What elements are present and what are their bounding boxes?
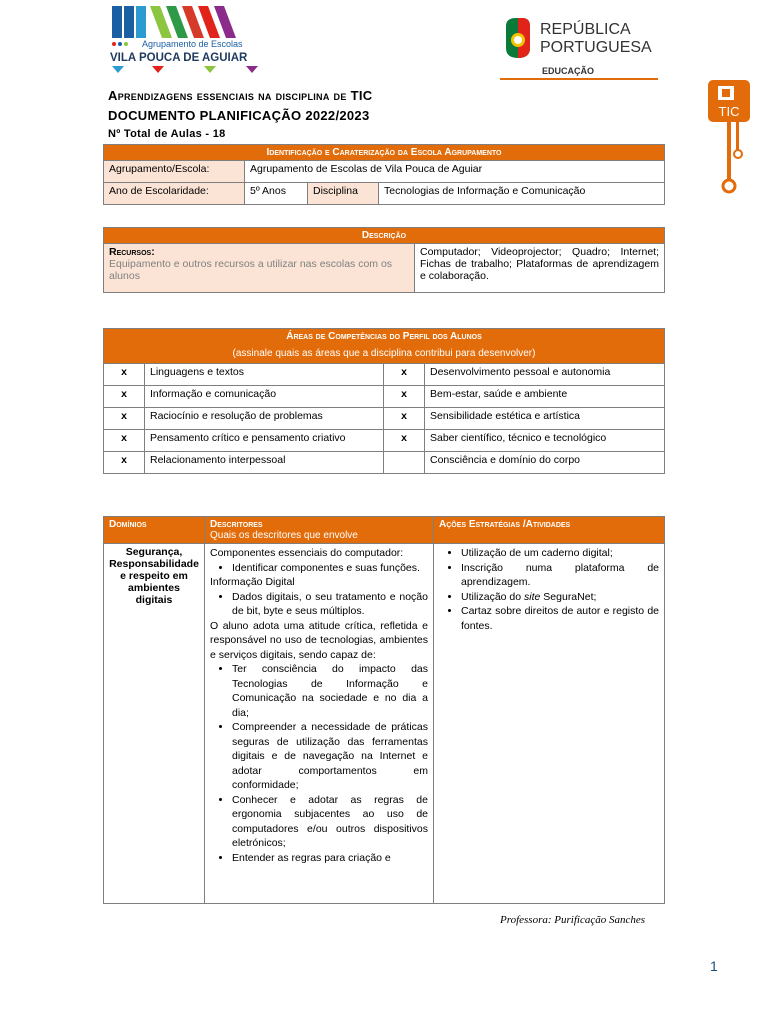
tic-badge-icon (706, 78, 752, 198)
areas-row (104, 430, 665, 452)
descriptor-item: • Ter consciência do impacto das Tecnologias de Informação e Comunicação na sociedade e no dia a dia; (232, 662, 428, 720)
doc-title-2: DOCUMENTO PLANIFICAÇÃO 2022/2023 (108, 108, 370, 123)
area-mark: x (384, 430, 425, 452)
subject-value: Tecnologias de Informação e Comunicação (379, 183, 665, 205)
gov-logo-line2: PORTUGUESA (540, 39, 652, 56)
domains-col-header: Domínios (104, 517, 205, 544)
description-table (103, 227, 665, 293)
areas-row (104, 452, 665, 474)
action-item: • Utilização de um caderno digital; (461, 546, 659, 561)
area-item: Linguagens e textos (145, 364, 384, 386)
year-label: Ano de Escolaridade: (104, 183, 245, 205)
description-header: Descrição (104, 228, 665, 244)
descriptors-col-header (205, 517, 434, 544)
descriptor-heading: Componentes essenciais do computador: (210, 547, 404, 559)
actions-cell (434, 544, 665, 904)
resources-cell (104, 244, 415, 293)
area-mark: x (104, 364, 145, 386)
area-mark: x (384, 408, 425, 430)
descriptor-item: • Dados digitais, o seu tratamento e noção de bit, byte e seus múltiplos. (232, 590, 428, 619)
descriptor-item: • Entender as regras para criação e (232, 851, 428, 866)
coat-of-arms-icon (506, 18, 530, 58)
area-mark: x (104, 452, 145, 474)
areas-row (104, 364, 665, 386)
domain-name: Segurança, Responsabilidade e respeito em ambientes digitais (104, 544, 205, 904)
school-logo-line1: Agrupamento de Escolas (142, 39, 243, 49)
area-item: Raciocínio e resolução de problemas (145, 408, 384, 430)
government-logo (502, 18, 662, 80)
descriptor-paragraph: O aluno adota uma atitude crítica, refletida e responsável no uso de tecnologias, ambientes e serviços digitais, sendo capaz de: (210, 619, 428, 661)
area-mark: x (104, 430, 145, 452)
area-mark: x (104, 386, 145, 408)
area-mark (384, 452, 425, 474)
identification-header: Identificação e Caraterização da Escola Agrupamento (104, 145, 665, 161)
resources-value: Computador; Videoprojector; Quadro; Internet; Fichas de trabalho; Plataformas de aprendizagem e colaboração. (415, 244, 665, 293)
area-item: Desenvolvimento pessoal e autonomia (425, 364, 665, 386)
page-number: 1 (710, 958, 718, 974)
areas-row (104, 408, 665, 430)
descriptors-subtitle: Quais os descritores que envolve (210, 530, 358, 541)
area-mark: x (104, 408, 145, 430)
school-label: Agrupamento/Escola: (104, 161, 245, 183)
area-mark: x (384, 386, 425, 408)
descriptors-cell (205, 544, 434, 904)
area-item: Consciência e domínio do corpo (425, 452, 665, 474)
action-text: Utilização do (461, 590, 525, 603)
action-item: • Inscrição numa plataforma de aprendizagem. (461, 561, 659, 590)
gov-logo-line1: REPÚBLICA (540, 21, 631, 38)
resources-hint: Equipamento e outros recursos a utilizar nas escolas com os alunos (109, 258, 393, 282)
doc-title-3: Nº Total de Aulas - 18 (108, 128, 226, 140)
area-item: Informação e comunicação (145, 386, 384, 408)
domains-table (103, 516, 665, 904)
action-item: • Cartaz sobre direitos de autor e registo de fontes. (461, 604, 659, 633)
descriptor-heading: Informação Digital (210, 576, 295, 588)
action-text: SeguraNet; (540, 590, 597, 603)
signature: Professora: Purificação Sanches (500, 914, 646, 926)
school-value: Agrupamento de Escolas de Vila Pouca de Aguiar (245, 161, 665, 183)
resources-label: Recursos: (109, 246, 155, 258)
area-mark: x (384, 364, 425, 386)
school-logo (110, 6, 260, 76)
areas-table (103, 328, 665, 474)
header-rule (500, 78, 658, 80)
gov-logo-line3: EDUCAÇÃO (542, 66, 595, 76)
area-item: Sensibilidade estética e artística (425, 408, 665, 430)
area-item: Pensamento crítico e pensamento criativo (145, 430, 384, 452)
subject-label: Disciplina (308, 183, 379, 205)
school-logo-line2: VILA POUCA DE AGUIAR (110, 52, 248, 64)
areas-row (104, 386, 665, 408)
descriptor-item: • Conhecer e adotar as regras de ergonomia subjacentes ao uso de computadores e/ou outros dispositivos eletrónicos; (232, 793, 428, 851)
areas-subheader: (assinale quais as áreas que a disciplina contribui para desenvolver) (104, 344, 665, 364)
descriptor-item: • Compreender a necessidade de práticas seguras de utilização das ferramentas digitais e de navegação na Internet e adotar comportamentos em conformidade; (232, 720, 428, 793)
area-item: Bem-estar, saúde e ambiente (425, 386, 665, 408)
year-value: 5º Anos (245, 183, 308, 205)
doc-title-1: Aprendizagens essenciais na disciplina de TIC (108, 88, 373, 103)
descriptor-item: • Identificar componentes e suas funções. (232, 561, 428, 576)
action-emphasis: site (524, 590, 541, 603)
area-item: Saber científico, técnico e tecnológico (425, 430, 665, 452)
identification-table (103, 144, 665, 205)
areas-header: Áreas de Competências do Perfil dos Alunos (104, 329, 665, 345)
area-item: Relacionamento interpessoal (145, 452, 384, 474)
books-graphic (112, 6, 236, 38)
tic-badge-label: TIC (718, 104, 740, 119)
descriptors-title: Descritores (210, 519, 263, 530)
actions-col-header: Ações Estratégias /Atividades (434, 517, 665, 544)
action-item (461, 590, 659, 605)
